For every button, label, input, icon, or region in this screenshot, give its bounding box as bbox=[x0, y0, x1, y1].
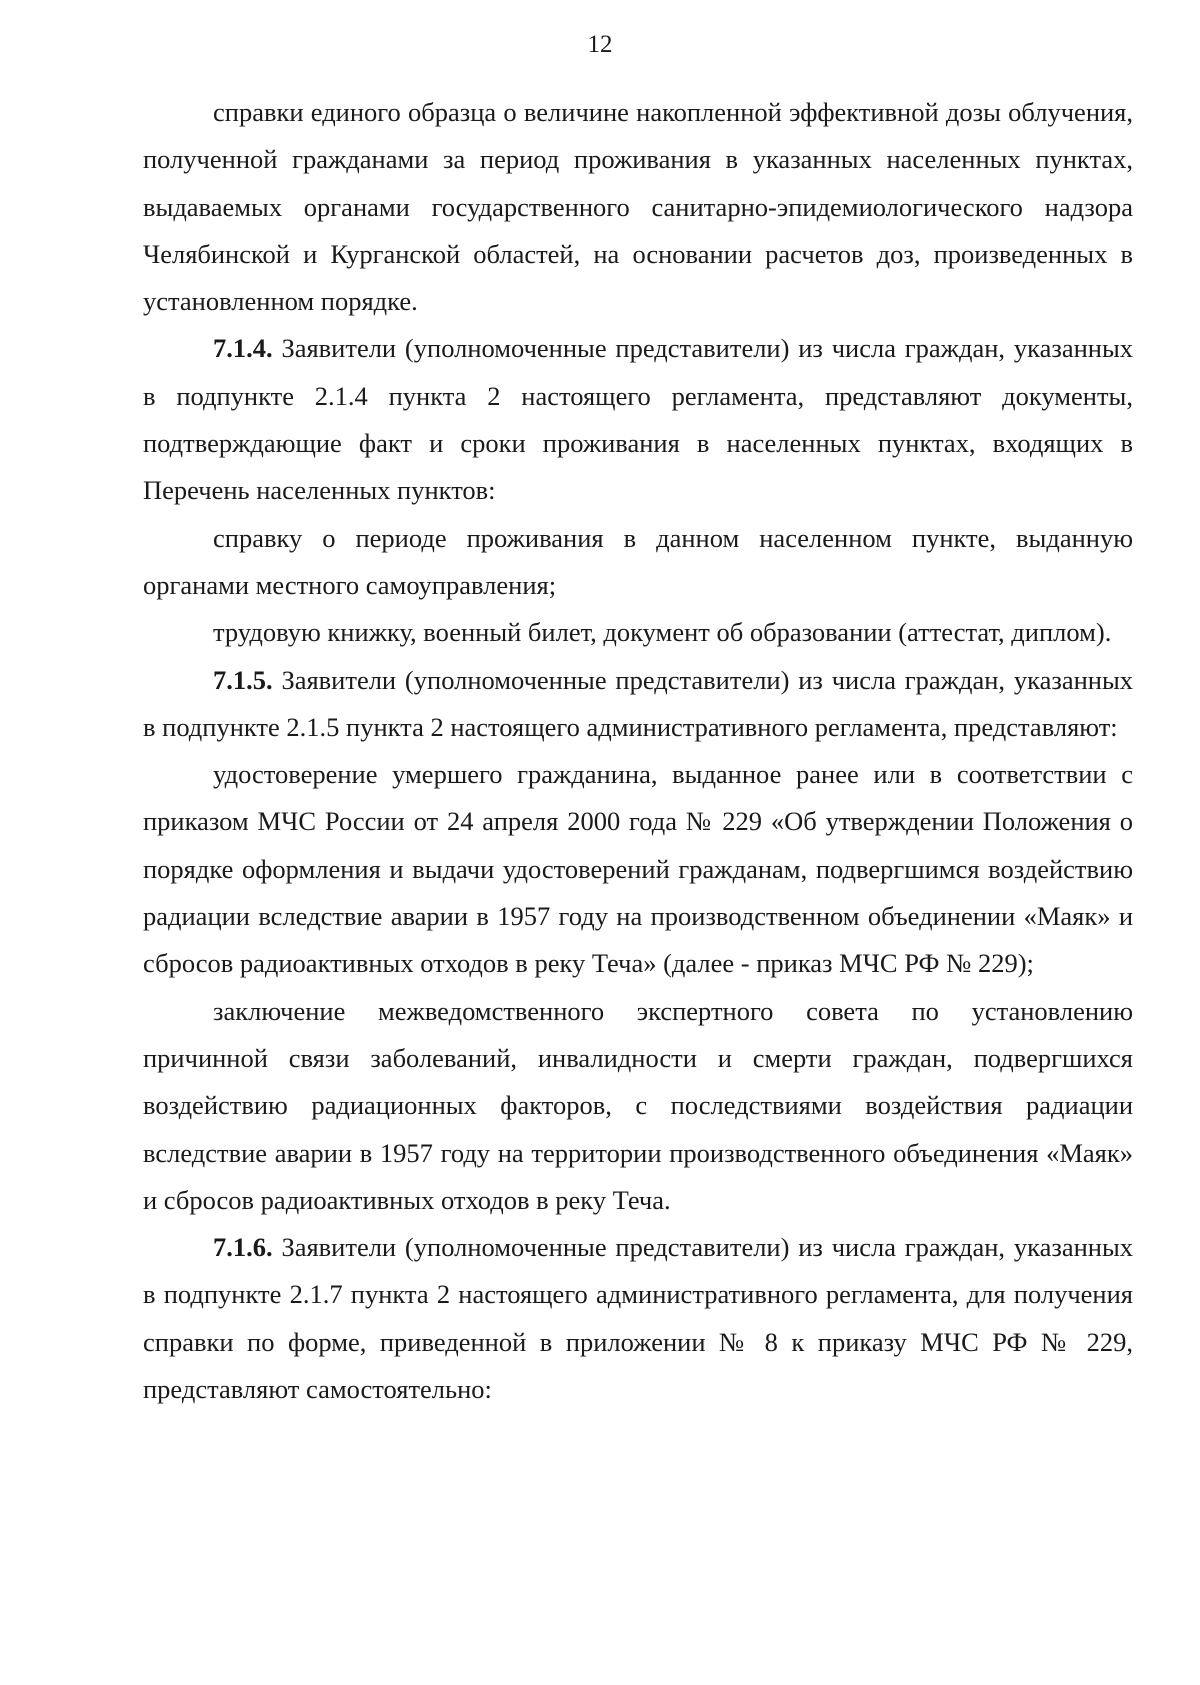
paragraph-documents-list bbox=[143, 609, 1133, 656]
paragraph-dose-certificate bbox=[143, 89, 1133, 325]
document-body bbox=[143, 89, 1133, 1413]
paragraph-deceased-certificate bbox=[143, 751, 1133, 987]
paragraph-residence-certificate bbox=[143, 515, 1133, 610]
section-number: 7.1.5. bbox=[213, 664, 273, 695]
paragraph-7-1-4 bbox=[143, 325, 1133, 514]
paragraph-text: Заявители (уполномоченные представители) из числа граждан, указанных в подпункте 2.1.5 пункта 2 настоящего административного регламента, представляют: bbox=[143, 664, 1133, 742]
paragraph-text: Заявители (уполномоченные представители) из числа граждан, указанных в подпункте 2.1.7 пункта 2 настоящего административного регламента, для получения справки по форме, приведенной в приложении № 8 к приказу МЧС РФ № 229, представляют самостоятельно: bbox=[143, 1232, 1133, 1405]
paragraph-text: удостоверение умершего гражданина, выданное ранее или в соответствии с приказом МЧС России от 24 апреля 2000 года № 229 «Об утверждении Положения о порядке оформления и выдачи удостоверений гражданам, подвергшимся воздействию радиации вследствие аварии в 1957 году на производственном объединении «Маяк» и сбросов радиоактивных отходов в реку Теча» (далее - приказ МЧС РФ № 229); bbox=[143, 759, 1133, 979]
paragraph-text: Заявители (уполномоченные представители) из числа граждан, указанных в подпункте 2.1.4 пункта 2 настоящего регламента, представляют документы, подтверждающие факт и сроки проживания в населенных пунктах, входящих в Перечень населенных пунктов: bbox=[143, 333, 1133, 506]
paragraph-text: заключение межведомственного экспертного совета по установлению причинной связи заболеваний, инвалидности и смерти граждан, подвергшихся воздействию радиационных факторов, с последствиями воздействия радиации вследствие аварии в 1957 году на территории производственного объединения «Маяк» и сбросов радиоактивных отходов в реку Теча. bbox=[143, 995, 1133, 1215]
paragraph-text: справку о периоде проживания в данном населенном пункте, выданную органами местного самоуправления; bbox=[143, 522, 1133, 600]
page-number: 12 bbox=[587, 31, 613, 58]
section-number: 7.1.4. bbox=[213, 333, 273, 364]
paragraph-7-1-5 bbox=[143, 657, 1133, 752]
paragraph-7-1-6 bbox=[143, 1224, 1133, 1413]
paragraph-text: справки единого образца о величине накопленной эффективной дозы облучения, полученной гражданами за период проживания в указанных населенных пунктах, выдаваемых органами государственного санитарно-эпидемиологического надзора Челябинской и Курганской областей, на основании расчетов доз, произведенных в установленном порядке. bbox=[143, 97, 1133, 317]
paragraph-text: трудовую книжку, военный билет, документ об образовании (аттестат, диплом). bbox=[213, 617, 1112, 648]
section-number: 7.1.6. bbox=[213, 1232, 273, 1263]
paragraph-expert-conclusion bbox=[143, 988, 1133, 1224]
